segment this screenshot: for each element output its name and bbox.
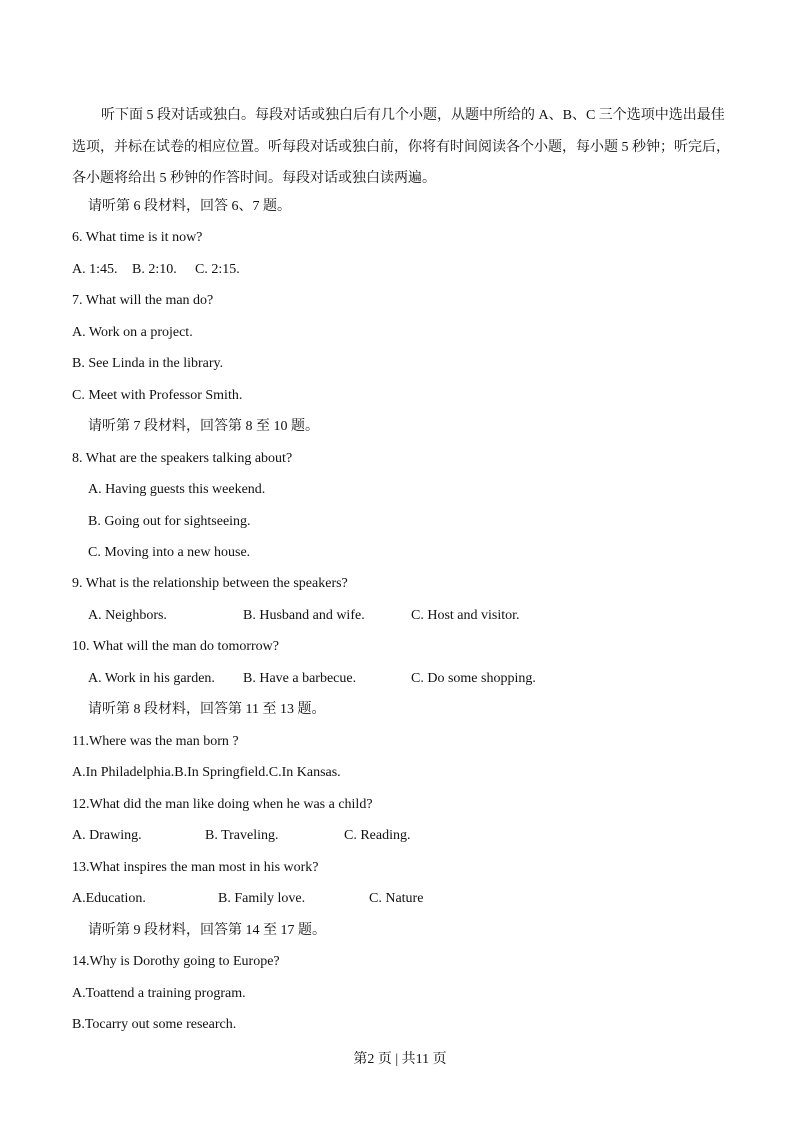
question-13-option-a: A.Education. xyxy=(72,891,146,906)
question-6-option-a: A. 1:45. xyxy=(72,262,118,277)
question-6-option-b: B. 2:10. xyxy=(132,262,177,277)
instructions-paragraph xyxy=(72,100,734,195)
instructions-line-1: 听下面 5 段对话或独白。每段对话或独白后有几个小题，从题中所给的 A、B、C 三个选项中选出最佳 xyxy=(101,108,725,123)
question-10-option-c: C. Do some shopping. xyxy=(411,671,536,686)
question-12: 12.What did the man like doing when he was a child? xyxy=(72,797,373,812)
question-12-option-b: B. Traveling. xyxy=(205,828,279,843)
question-7-option-c: C. Meet with Professor Smith. xyxy=(72,388,243,403)
question-9-option-b: B. Husband and wife. xyxy=(243,608,365,623)
question-7-option-a: A. Work on a project. xyxy=(72,325,193,340)
question-6-option-c: C. 2:15. xyxy=(195,262,240,277)
section-7-instruction: 请听第 7 段材料，回答第 8 至 10 题。 xyxy=(88,419,319,434)
question-8-option-c: C. Moving into a new house. xyxy=(88,545,251,560)
instructions-line-3: 各小题将给出 5 秒钟的作答时间。每段对话或独白读两遍。 xyxy=(72,171,436,186)
question-10-option-b: B. Have a barbecue. xyxy=(243,671,357,686)
question-8-option-b: B. Going out for sightseeing. xyxy=(88,514,251,529)
question-10: 10. What will the man do tomorrow? xyxy=(72,639,279,654)
question-13: 13.What inspires the man most in his work? xyxy=(72,860,319,875)
question-6: 6. What time is it now? xyxy=(72,230,203,245)
question-8: 8. What are the speakers talking about? xyxy=(72,451,293,466)
section-8-instruction: 请听第 8 段材料，回答第 11 至 13 题。 xyxy=(88,702,326,717)
question-11-options: A.In Philadelphia.B.In Springfield.C.In Kansas. xyxy=(72,765,341,780)
question-14-option-b: B.Tocarry out some research. xyxy=(72,1017,237,1032)
question-12-option-c: C. Reading. xyxy=(344,828,411,843)
question-12-option-a: A. Drawing. xyxy=(72,828,142,843)
section-6-instruction: 请听第 6 段材料，回答 6、7 题。 xyxy=(88,199,291,214)
instructions-line-2: 选项，并标在试卷的相应位置。听每段对话或独白前，你将有时间阅读各个小题，每小题 5 秒钟；听完后， xyxy=(72,139,730,155)
question-8-option-a: A. Having guests this weekend. xyxy=(88,482,266,497)
question-14-option-a: A.Toattend a training program. xyxy=(72,986,246,1001)
question-11: 11.Where was the man born ? xyxy=(72,734,239,749)
question-9: 9. What is the relationship between the speakers? xyxy=(72,576,348,591)
question-7-option-b: B. See Linda in the library. xyxy=(72,356,224,371)
question-14: 14.Why is Dorothy going to Europe? xyxy=(72,954,280,969)
page-footer: 第2 页 | 共11 页 xyxy=(353,1052,447,1067)
question-9-option-c: C. Host and visitor. xyxy=(411,608,520,623)
question-13-option-b: B. Family love. xyxy=(218,891,306,906)
question-13-option-c: C. Nature xyxy=(369,891,424,906)
question-7: 7. What will the man do? xyxy=(72,293,214,308)
section-9-instruction: 请听第 9 段材料，回答第 14 至 17 题。 xyxy=(88,923,326,938)
question-10-option-a: A. Work in his garden. xyxy=(88,671,215,686)
question-9-option-a: A. Neighbors. xyxy=(88,608,167,623)
